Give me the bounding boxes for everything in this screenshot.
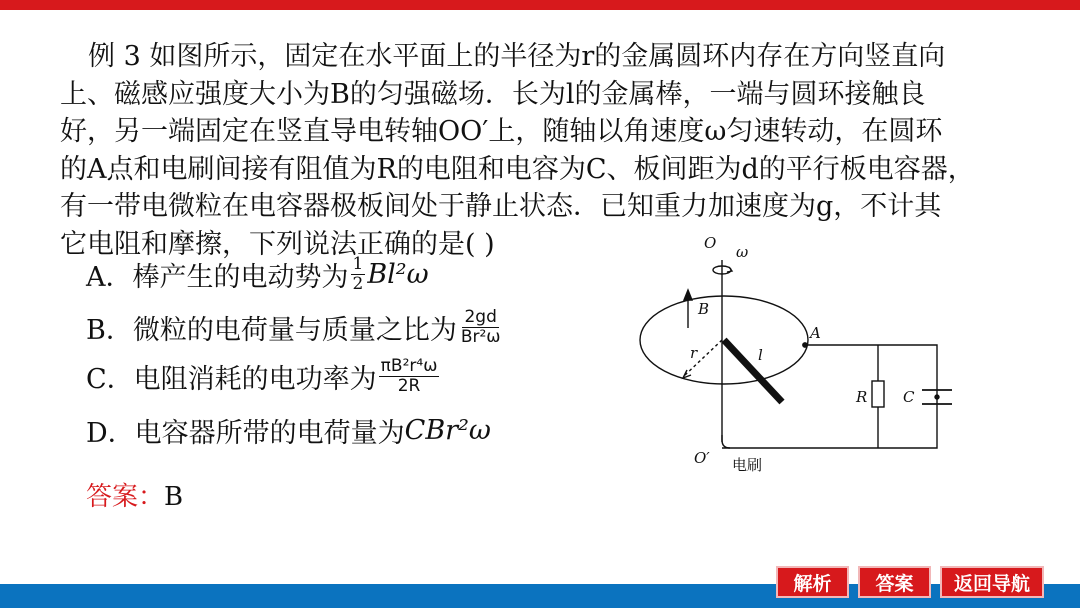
option-c-numerator: πB²r⁴ω	[380, 356, 438, 376]
question-line-3: 好，另一端固定在竖直导电转轴OO′上，随轴以角速度ω匀速转动，在圆环	[60, 116, 943, 147]
option-a-suffix: Bl²ω	[367, 259, 429, 290]
field-arrowhead-icon	[684, 290, 692, 300]
option-b-denominator: Br²ω	[460, 327, 501, 347]
resistor-symbol	[872, 381, 884, 407]
label-capacitor: C	[903, 388, 915, 406]
option-b	[86, 308, 505, 347]
answer-value: B	[164, 482, 184, 512]
question-line-6: 它电阻和摩擦，下列说法正确的是( )	[60, 228, 495, 260]
back-to-navigation-button[interactable]: 返回导航	[940, 566, 1044, 598]
option-a-denominator: 2	[352, 274, 364, 294]
label-resistor: R	[856, 388, 868, 406]
answer	[86, 476, 183, 513]
option-c-denominator: 2R	[397, 376, 421, 396]
option-b-text: B．微粒的电荷量与质量之比为	[86, 315, 457, 346]
question-line-1: 例 3 如图所示，固定在水平面上的半径为r的金属圆环内存在方向竖直向	[88, 41, 946, 72]
question-line-5: 有一带电微粒在电容器极板间处于静止状态．已知重力加速度为g，不计其	[60, 191, 942, 222]
option-c	[86, 357, 441, 396]
option-b-fraction	[459, 308, 503, 347]
label-radius: r	[690, 344, 698, 362]
option-a-text: A．棒产生的电动势为	[86, 262, 349, 293]
label-rod: l	[758, 346, 763, 364]
answer-label: 答案：	[86, 482, 165, 512]
rotation-arrowhead-icon	[727, 267, 732, 272]
label-omega: ω	[736, 243, 749, 261]
option-c-fraction	[379, 357, 440, 396]
analysis-button[interactable]: 解析	[776, 566, 849, 598]
label-brush: 电刷	[732, 456, 763, 474]
answer-button[interactable]: 答案	[858, 566, 931, 598]
option-d-suffix: CBr²ω	[404, 415, 491, 446]
question-line-2: 上、磁感应强度大小为B的匀强磁场．长为l的金属棒，一端与圆环接触良	[60, 78, 926, 110]
option-d	[86, 411, 491, 450]
circuit-diagram	[632, 230, 962, 475]
option-b-numerator: 2gd	[464, 307, 497, 327]
metal-rod	[724, 340, 782, 402]
option-a-numerator: 1	[352, 254, 364, 274]
brush-contact	[722, 435, 730, 448]
top-accent-bar	[0, 0, 1080, 10]
charged-particle	[935, 395, 939, 399]
label-point-a: A	[810, 324, 821, 342]
option-c-text: C．电阻消耗的电功率为	[86, 364, 377, 395]
option-a-fraction	[351, 255, 366, 294]
question-line-4: 的A点和电刷间接有阻值为R的电阻和电容为C、板间距为d的平行板电容器，	[60, 153, 975, 185]
option-d-text: D．电容器所带的电荷量为	[86, 418, 405, 449]
label-field: B	[698, 300, 710, 318]
option-a	[86, 255, 429, 294]
label-axis-top: O	[704, 234, 717, 252]
label-axis-bottom: O′	[694, 449, 710, 467]
